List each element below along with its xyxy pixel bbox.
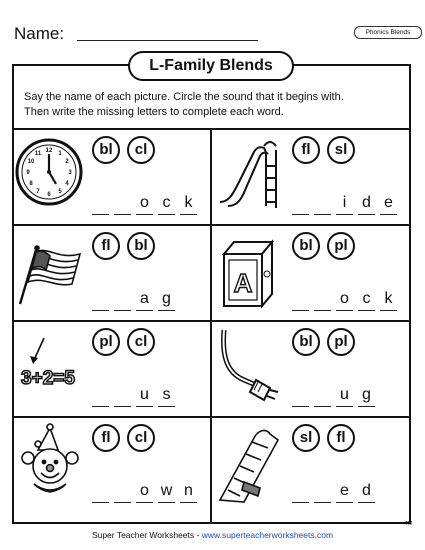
item-cell [12,128,212,224]
letter-slot: u [336,384,353,407]
name-label: Name: [14,24,65,43]
letter-slot: o [136,480,153,503]
letter-slot: a [136,288,153,311]
letter-blank[interactable] [292,192,309,215]
letter-blank[interactable] [314,480,331,503]
letter-slot: d [358,480,375,503]
choice-circle[interactable]: pl [327,232,355,260]
flag-icon [14,228,84,312]
clock-number: 7 [36,189,40,195]
clock-number: 5 [58,189,62,195]
worksheet-title: L-Family Blends [128,51,294,81]
letter-blank[interactable] [92,288,109,311]
clock-number: 8 [29,181,33,187]
plug-icon [214,324,284,408]
choice-circle[interactable]: cl [127,424,155,452]
letter-slot: c [158,192,175,215]
choice-circle[interactable]: pl [327,328,355,356]
letter-slot: o [136,192,153,215]
instructions [24,90,404,120]
letter-blank[interactable] [292,288,309,311]
letter-slot: e [336,480,353,503]
letter-blank[interactable] [292,384,309,407]
choice-circle[interactable]: cl [127,328,155,356]
choice-circle[interactable]: bl [292,232,320,260]
choice-circle[interactable]: cl [127,136,155,164]
name-line[interactable] [77,40,258,41]
item-cell [12,416,212,512]
letter-blank[interactable] [114,288,131,311]
letter-slot: w [158,480,175,503]
clock-number: 3 [68,170,72,176]
topic-badge: Phonics Blends [354,26,422,39]
letter-blank[interactable] [114,384,131,407]
name-row [14,24,414,44]
block-letter: A [233,268,253,298]
footer-text: Super Teacher Worksheets - [91,530,202,540]
item-cell [12,224,212,320]
letter-blank[interactable] [92,480,109,503]
clock-number: 9 [26,170,30,176]
letter-blank[interactable] [314,288,331,311]
letter-slot: i [336,192,353,215]
clock-number: 4 [65,181,69,187]
slide-icon [214,132,284,216]
letter-slot: g [158,288,175,311]
letter-slot: u [136,384,153,407]
footer [0,530,425,540]
choice-circle[interactable]: bl [292,328,320,356]
letter-slot: e [380,192,397,215]
letter-blank[interactable] [114,192,131,215]
choice-circle[interactable]: fl [92,424,120,452]
letter-blank[interactable] [92,384,109,407]
sled-icon [214,420,284,504]
clock-number: 1 [58,151,62,157]
letter-blank[interactable] [314,384,331,407]
footer-link[interactable]: www.superteacherworksheets.com [201,530,334,540]
equation-text: 3+2=5 [21,368,75,389]
clock-number: 12 [45,148,53,154]
choice-circle[interactable]: bl [127,232,155,260]
letter-blank[interactable] [114,480,131,503]
letter-slot: d [358,192,375,215]
item-cell [12,320,212,416]
letter-blank[interactable] [314,192,331,215]
choice-circle[interactable]: pl [92,328,120,356]
letter-slot: o [336,288,353,311]
instruction-line-2: Then write the missing letters to complete each word. [24,106,284,118]
letter-slot: n [180,480,197,503]
clock-number: 6 [47,192,51,198]
letter-blank[interactable] [92,192,109,215]
clock-icon [14,132,84,216]
clock-number: 2 [65,159,69,165]
item-cell [212,224,412,320]
choice-circle[interactable]: sl [292,424,320,452]
letter-slot: k [180,192,197,215]
choice-circle[interactable]: fl [92,232,120,260]
letter-slot: k [380,288,397,311]
clown-icon [14,420,84,504]
item-cell [212,128,412,224]
clock-number: 10 [27,159,35,165]
clock-number: 11 [34,151,42,157]
item-cell [212,416,412,512]
instruction-line-1: Say the name of each picture. Circle the sound that it begins with. [24,91,344,103]
choice-circle[interactable]: sl [327,136,355,164]
letter-slot: c [358,288,375,311]
item-cell [212,320,412,416]
plus-icon [14,324,84,408]
choice-circle[interactable]: fl [327,424,355,452]
trademark-mark: TM [405,521,413,527]
choice-circle[interactable]: fl [292,136,320,164]
choice-circle[interactable]: bl [92,136,120,164]
letter-slot: g [358,384,375,407]
letter-slot: s [158,384,175,407]
block-icon [214,228,284,312]
letter-blank[interactable] [292,480,309,503]
